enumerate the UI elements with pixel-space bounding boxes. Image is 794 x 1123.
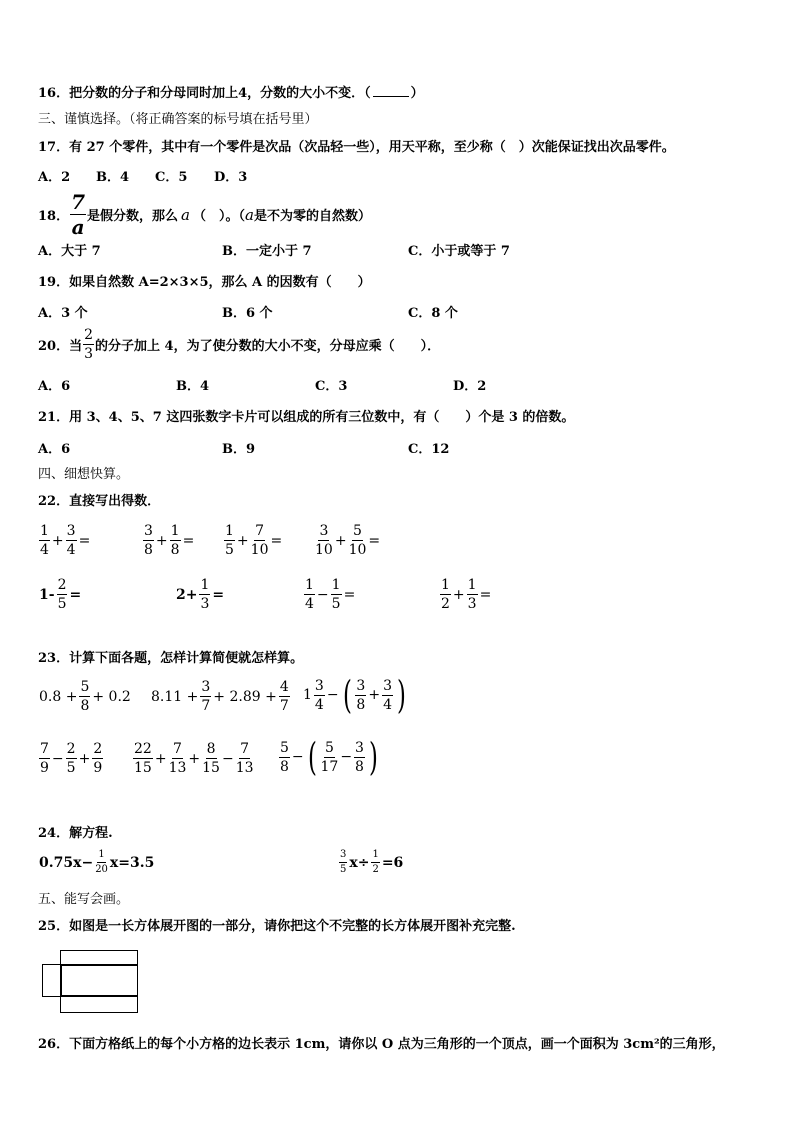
answer-blank[interactable] (373, 96, 409, 97)
q23-expr-4: $\frac{7}{9}$ − $\frac{2}{5}$ + $\frac{2}{9}$ (40, 741, 103, 776)
q18-option-a[interactable]: A．大于 7 (38, 244, 101, 259)
q23-expr-5: $\frac{22}{15}$ + $\frac{7}{13}$ + $\frac{8}{15}$ − $\frac{7}{13}$ (134, 741, 254, 776)
q23-expr-2: 8.11 + $\frac{3}{7}$ + 2.89 + $\frac{4}{7}$ (151, 679, 289, 714)
q19-option-b[interactable]: B．6 个 (222, 306, 273, 321)
q22-expr-4: $\frac{3}{10}$ + $\frac{5}{10}$ = (315, 523, 381, 558)
question-24-title: 24．解方程. (38, 826, 113, 841)
question-25: 25．如图是一长方体展开图的一部分，请你把这个不完整的长方体展开图补充完整. (38, 919, 516, 934)
q20-option-a[interactable]: A．6 (38, 379, 71, 394)
q23-expr-3: 1 $\frac{3}{4}$ − ( $\frac{3}{8}$ + $\frac{3}{4}$ ) (303, 673, 406, 717)
q20-option-d[interactable]: D．2 (453, 379, 487, 394)
question-19: 19．如果自然数 A=2×3×5，那么 A 的因数有（ ） (38, 275, 371, 290)
q18-option-b[interactable]: B．一定小于 7 (222, 244, 312, 259)
q17-option-b[interactable]: B．4 (96, 170, 130, 185)
q17-option-a[interactable]: A．2 (38, 170, 71, 185)
q20-option-c[interactable]: C．3 (315, 379, 348, 394)
q22-expr-7: $\frac{1}{4}$ − $\frac{1}{5}$ = (305, 577, 356, 612)
q19-option-a[interactable]: A．3 个 (38, 306, 88, 321)
question-22-title: 22．直接写出得数． (38, 494, 161, 509)
q17-option-c[interactable]: C．5 (155, 170, 188, 185)
q19-option-c[interactable]: C．8 个 (408, 306, 458, 321)
section-3-heading: 三、谨慎选择。（将正确答案的标号填在括号里） (38, 112, 318, 127)
fraction-2-over-3: $\frac{2}{3}$ (84, 327, 94, 362)
question-17: 17．有 27 个零件，其中有一个零件是次品（次品轻一些），用天平称，至少称（ ）次能保证找出次品零件。 (38, 140, 675, 155)
section-4-heading: 四、细想快算。 (38, 467, 130, 482)
q24-equation-1: 0.75x− $\frac{1}{20}$ x=3.5 (39, 849, 155, 875)
fraction-7-over-a: $\frac{7}{a}$ (71, 190, 86, 239)
q21-option-a[interactable]: A．6 (38, 442, 71, 457)
section-5-heading: 五、能写会画。 (38, 892, 130, 907)
question-23-title: 23．计算下面各题，怎样计算简便就怎样算。 (38, 651, 304, 666)
q22-expr-1: $\frac{1}{4}$ + $\frac{3}{4}$ = (40, 523, 91, 558)
q22-expr-5: 1- $\frac{2}{5}$ = (39, 577, 82, 612)
q21-option-b[interactable]: B．9 (222, 442, 256, 457)
question-26: 26．下面方格纸上的每个小方格的边长表示 1cm，请你以 O 点为三角形的一个顶点，画一个面积为 3cm²的三角形， (38, 1037, 725, 1052)
cuboid-net-figure (42, 950, 138, 1012)
q21-option-c[interactable]: C．12 (408, 442, 450, 457)
q24-equation-2: $\frac{3}{5}$ x÷ $\frac{1}{2}$ =6 (340, 849, 404, 875)
question-16: 16．把分数的分子和分母同时加上4，分数的大小不变．（ ） (38, 86, 424, 101)
question-20: 20．当 $\frac{2}{3}$ 的分子加上 4，为了使分数的大小不变，分母应乘（ ）． (38, 327, 441, 362)
question-18: 18． $\frac{7}{a}$ 是假分数，那么 a （ ）。（ a 是不为零的自然数） (38, 190, 371, 239)
q17-option-d[interactable]: D．3 (214, 170, 248, 185)
q22-expr-2: $\frac{3}{8}$ + $\frac{1}{8}$ = (144, 523, 195, 558)
net-bottom-face (60, 995, 138, 1013)
q22-expr-8: $\frac{1}{2}$ + $\frac{1}{3}$ = (441, 577, 492, 612)
q22-expr-6: 2+ $\frac{1}{3}$ = (176, 577, 225, 612)
q23-expr-6: $\frac{5}{8}$ − ( $\frac{5}{17}$ − $\frac{3}{8}$ ) (280, 735, 378, 779)
q18-option-c[interactable]: C．小于或等于 7 (408, 244, 510, 259)
question-21: 21．用 3、4、5、7 这四张数字卡片可以组成的所有三位数中，有（ ）个是 3 的倍数。 (38, 410, 575, 425)
q23-expr-1: 0.8 + $\frac{5}{8}$ + 0.2 (39, 679, 131, 714)
q22-expr-3: $\frac{1}{5}$ + $\frac{7}{10}$ = (225, 523, 283, 558)
net-side-face (42, 964, 62, 997)
net-front-face (60, 964, 138, 997)
q20-option-b[interactable]: B．4 (176, 379, 210, 394)
